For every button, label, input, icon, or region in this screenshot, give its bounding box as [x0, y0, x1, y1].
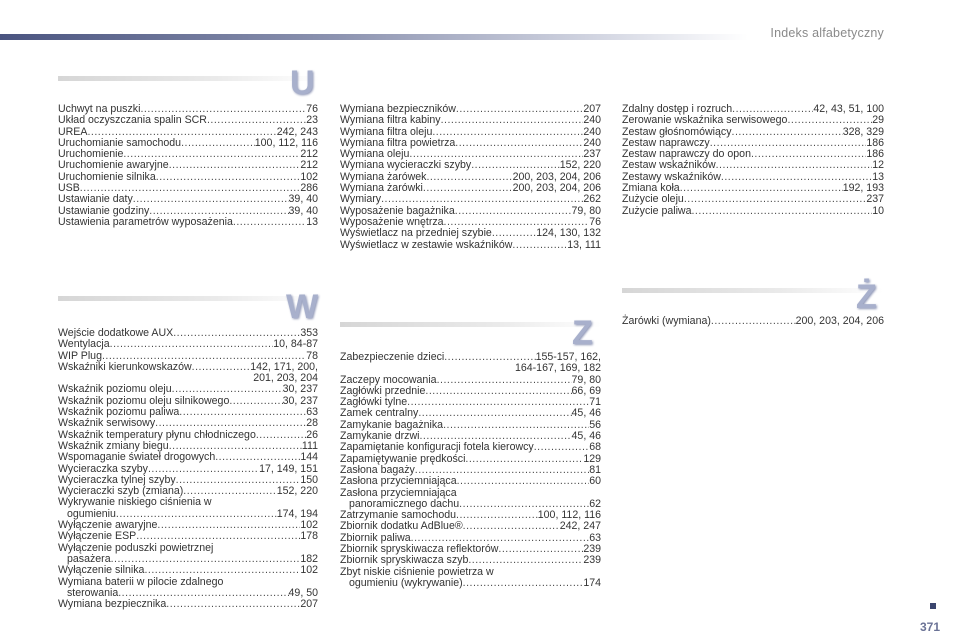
index-entry-pages: 237	[583, 148, 601, 161]
leader-dots	[215, 452, 300, 463]
index-entry-pages: 200, 203, 204, 206	[512, 182, 601, 195]
index-entry-label: Wyświetlacz na przedniej szybie	[340, 227, 492, 240]
index-entry-label: Wspomaganie świateł drogowych	[58, 451, 216, 464]
index-entry-label: Zestaw naprawczy	[622, 136, 710, 149]
index-entry-pages: 56	[589, 418, 601, 431]
index-entry-label: Zagłówki tylne	[340, 396, 408, 409]
index-entry-label: Uruchomienie	[58, 148, 124, 161]
index-entry-pages: 150	[300, 473, 318, 486]
index-entry-label: Ustawianie daty	[58, 193, 133, 206]
index-column-u-3	[622, 104, 884, 217]
index-entry-label: Wymiary	[340, 193, 382, 206]
index-entry-label: Zasłona przyciemniająca	[340, 475, 457, 488]
leader-dots	[207, 115, 306, 126]
index-entry	[340, 194, 601, 205]
index-entry-label: Uchwyt na puszki	[58, 103, 141, 115]
index-entry-label: Wejście dodatkowe AUX	[58, 327, 174, 339]
index-entry-label: Zamykanie bagażnika	[340, 418, 444, 431]
index-entry-label: Zagłówki przednie	[340, 384, 426, 397]
index-entry-pages: 186	[866, 148, 884, 161]
leader-dots	[229, 396, 282, 407]
index-entry-pages: 28	[306, 417, 318, 430]
index-entry	[340, 555, 601, 566]
index-column-z-2	[340, 352, 601, 589]
index-entry-pages: 29	[872, 114, 884, 127]
index-entry-pages: 239	[583, 554, 601, 567]
index-entry	[622, 115, 884, 126]
index-entry-pages: 242, 243	[276, 125, 318, 138]
index-entry-label: Zasłona przyciemniająca	[340, 486, 457, 499]
leader-dots	[463, 578, 584, 589]
index-entry-pages: 262	[583, 193, 601, 206]
index-entry-pages: 79, 80	[571, 373, 601, 386]
section-z-bar	[340, 322, 602, 327]
index-entry-pages: 39, 40	[288, 193, 318, 206]
index-entry-pages: 100, 112, 116	[254, 136, 318, 149]
section-zz-letter: Ż	[856, 278, 877, 316]
index-entry-label: Wymiana filtra oleju	[340, 125, 433, 138]
index-entry-pages: 200, 203, 204, 206	[795, 315, 884, 327]
leader-dots	[437, 375, 572, 386]
index-entry-label: Zbyt niskie ciśnienie powietrza w	[340, 565, 494, 578]
index-entry-pages: 200, 203, 204, 206	[512, 170, 601, 183]
leader-dots	[443, 420, 589, 431]
index-entry	[340, 228, 601, 239]
index-entry-label: Zbiornik paliwa	[340, 531, 411, 544]
index-entry-label: Wyłączenie silnika	[58, 564, 145, 577]
index-entry-label: Ustawienia parametrów wyposażenia	[58, 215, 233, 228]
index-entry-label: Wskaźnik poziomu oleju	[58, 383, 172, 396]
index-entry-pages-continued: 201, 203, 204	[253, 372, 318, 385]
section-w-letter: W	[286, 288, 319, 326]
index-entry	[340, 578, 601, 589]
header-gradient-bar	[0, 34, 748, 40]
index-entry-label: Układ oczyszczania spalin SCR	[58, 114, 207, 127]
leader-dots	[155, 418, 306, 429]
index-entry-label: Wskaźnik poziomu oleju silnikowego	[58, 394, 230, 407]
index-entry-pages: 13, 111	[567, 238, 601, 251]
index-entry-pages: 142, 171, 200,	[250, 360, 318, 373]
index-entry-label: Zestaw wskaźników	[622, 159, 716, 172]
page-header-title: Indeks alfabetyczny	[770, 26, 884, 40]
index-entry-label: Zbiornik spryskiwacza szyb	[340, 554, 469, 567]
index-entry-pages: 102	[300, 519, 318, 532]
index-entry-pages: 152, 220	[276, 485, 318, 498]
leader-dots	[407, 397, 589, 408]
index-entry-pages: 49, 50	[288, 586, 318, 599]
leader-dots	[691, 206, 872, 217]
index-entry	[622, 194, 884, 205]
leader-dots	[455, 138, 583, 149]
index-entry-pages: 237	[866, 193, 884, 206]
index-entry-label: Zużycie oleju	[622, 193, 684, 206]
index-entry-pages: 192, 193	[842, 182, 884, 195]
index-entry	[340, 476, 601, 487]
index-entry-pages: 212	[300, 159, 318, 172]
index-entry-pages: 71	[589, 396, 601, 409]
index-entry-label: Żarówki (wymiana)	[622, 315, 711, 327]
index-entry-pages: 30, 237	[282, 394, 318, 407]
index-entry-label: Zestaw naprawczy do opon	[622, 148, 751, 161]
index-entry-label: Wymiana baterii w pilocie zdalnego	[58, 575, 224, 588]
index-entry-pages: 240	[583, 125, 601, 138]
index-entry-label: Uruchomienie silnika	[58, 170, 156, 183]
leader-dots	[441, 115, 584, 126]
leader-dots	[684, 194, 866, 205]
index-entry-label: Wymiana filtra powietrza	[340, 136, 456, 149]
leader-dots	[425, 386, 571, 397]
index-entry-label: Zapamiętanie konfiguracji fotela kierowcy	[340, 441, 534, 454]
leader-dots	[463, 521, 560, 532]
index-entry-pages: 76	[306, 103, 318, 115]
index-entry-label: sterowania	[67, 586, 119, 599]
index-entry-pages: 13	[872, 170, 884, 183]
index-entry-label: Wyposażenie wnętrza	[340, 215, 444, 228]
leader-dots	[426, 172, 512, 183]
index-entry-label: Zerowanie wskaźnika serwisowego	[622, 114, 788, 127]
section-u-bar	[58, 76, 320, 81]
index-entry	[58, 217, 318, 228]
index-entry-pages: 39, 40	[288, 204, 318, 217]
index-entry-label: Wycieraczka szyby	[58, 462, 148, 475]
index-entry-label: USB	[58, 182, 80, 195]
leader-dots	[457, 476, 590, 487]
leader-dots	[680, 183, 843, 194]
index-entry-label: Zestawy wskaźników	[622, 170, 721, 183]
index-entry-pages: 66, 69	[571, 384, 601, 397]
index-entry	[340, 442, 601, 453]
page-number: 371	[919, 620, 940, 634]
index-entry	[340, 240, 601, 251]
index-entry	[58, 194, 318, 205]
leader-dots	[192, 362, 251, 373]
index-entry-pages: 76	[589, 215, 601, 228]
index-entry-pages: 45, 46	[571, 407, 601, 420]
index-entry-label: UREA	[58, 125, 88, 138]
index-entry-label: Wskaźnik poziomu paliwa	[58, 406, 180, 419]
index-entry	[58, 599, 318, 610]
section-zz-bar	[622, 288, 884, 293]
index-entry-pages: 207	[583, 103, 601, 115]
leader-dots	[156, 172, 301, 183]
index-entry-pages: 129	[583, 452, 601, 465]
index-entry-pages: 174, 194	[276, 507, 318, 520]
index-entry-label: Zestaw głośnomówiący	[622, 125, 732, 138]
leader-dots	[144, 565, 300, 576]
index-column-u-2	[340, 104, 601, 251]
index-entry-label: Zamek centralny	[340, 407, 419, 420]
leader-dots	[456, 104, 583, 115]
leader-dots	[166, 599, 300, 610]
index-entry-label: Wyłączenie ESP	[58, 530, 137, 543]
leader-dots	[711, 316, 796, 327]
index-entry-pages: 30, 237	[282, 383, 318, 396]
index-entry-pages: 186	[866, 136, 884, 149]
leader-dots	[492, 228, 536, 239]
index-entry-pages: 42, 43, 51, 100	[813, 103, 884, 115]
page-marker	[930, 603, 936, 609]
index-entry-label: ogumieniu (wykrywanie)	[349, 576, 463, 589]
index-entry-pages: 12	[872, 159, 884, 172]
index-entry-label: Wykrywanie niskiego ciśnienia w	[58, 496, 212, 509]
index-column-w-1	[58, 328, 318, 610]
leader-dots	[751, 149, 866, 160]
index-entry-label: Zużycie paliwa	[622, 204, 692, 217]
index-entry-pages: 239	[583, 543, 601, 556]
index-entry-label: Wymiana oleju	[340, 148, 410, 161]
leader-dots	[787, 115, 872, 126]
leader-dots	[381, 194, 583, 205]
leader-dots	[256, 430, 306, 441]
index-entry-label: Wycieraczki szyb (zmiana)	[58, 485, 184, 498]
index-column-u-1	[58, 104, 318, 228]
index-entry-label: Wskaźniki kierunkowskazów	[58, 360, 192, 373]
index-entry-pages: 62	[589, 497, 601, 510]
leader-dots	[456, 510, 538, 521]
index-entry	[58, 452, 318, 463]
index-entry-label: Wyposażenie bagażnika	[340, 204, 455, 217]
index-entry	[58, 531, 318, 542]
index-entry-pages: 79, 80	[571, 204, 601, 217]
index-entry-pages: 178	[300, 530, 318, 543]
index-entry-pages: 124, 130, 132	[536, 227, 601, 240]
leader-dots	[732, 127, 843, 138]
index-entry-pages: 102	[300, 564, 318, 577]
index-entry-pages: 286	[300, 182, 318, 195]
index-entry-pages: 10, 84-87	[273, 338, 318, 351]
leader-dots	[468, 555, 583, 566]
index-entry-label: Zbiornik dodatku AdBlue®	[340, 520, 463, 533]
index-entry-pages: 68	[589, 441, 601, 454]
index-entry-pages: 100, 112, 116	[537, 509, 601, 522]
leader-dots	[136, 531, 300, 542]
index-entry-pages: 144	[300, 451, 318, 464]
index-entry-label: Uruchomianie samochodu	[58, 136, 182, 149]
index-entry-pages: 23	[306, 114, 318, 127]
index-entry-pages: 152, 220	[559, 159, 601, 172]
leader-dots	[169, 160, 301, 171]
index-entry-label: Wskaźnik zmiany biegu	[58, 439, 169, 452]
index-entry-pages: 353	[300, 327, 318, 339]
index-entry-pages: 155-157, 162,	[535, 351, 601, 363]
index-entry-label: Wymiana żarówki	[340, 182, 423, 195]
index-entry-label: Wentylacja	[58, 338, 110, 351]
index-entry-label: Zaczepy mocowania	[340, 373, 437, 386]
index-entry-pages: 240	[583, 136, 601, 149]
leader-dots	[498, 544, 583, 555]
index-entry-pages: 81	[589, 463, 601, 476]
index-entry-label: Wymiana wycieraczki szyby	[340, 159, 472, 172]
leader-dots	[233, 217, 306, 228]
section-w-bar	[58, 296, 320, 301]
index-entry-pages-continued: 164-167, 169, 182	[514, 362, 601, 375]
index-entry	[622, 316, 884, 327]
index-entry-label: Wymiana filtra kabiny	[340, 114, 441, 127]
index-entry	[622, 206, 884, 217]
index-entry-pages: 111	[301, 439, 318, 452]
index-entry-pages: 328, 329	[842, 125, 884, 138]
index-entry-label: Zabezpieczenie dzieci	[340, 351, 445, 363]
index-entry-pages: 63	[589, 531, 601, 544]
leader-dots	[423, 183, 513, 194]
index-column-zz-3	[622, 316, 884, 327]
index-entry-label: Wskaźnik temperatury płynu chłodniczego	[58, 428, 256, 441]
index-entry-label: Wycieraczka tylnej szyby	[58, 473, 176, 486]
index-entry-pages: 60	[589, 475, 601, 488]
index-entry-label: Zdalny dostęp i rozruch	[622, 103, 733, 115]
index-entry-label: Wymiana żarówek	[340, 170, 427, 183]
index-entry-pages: 78	[306, 349, 318, 362]
index-entry-label: Wyłączenie poduszki powietrznej	[58, 541, 214, 554]
section-u-letter: U	[290, 64, 315, 102]
index-entry-pages: 182	[300, 552, 318, 565]
index-entry-pages: 102	[300, 170, 318, 183]
index-entry-label: pasażera	[67, 552, 111, 565]
index-entry-pages: 17, 149, 151	[259, 462, 318, 475]
index-entry-label: panoramicznego dachu	[349, 497, 460, 510]
index-entry	[58, 565, 318, 576]
index-entry-label: Zamykanie drzwi	[340, 430, 420, 443]
index-entry-pages: 10	[872, 204, 884, 217]
leader-dots	[179, 407, 306, 418]
leader-dots	[133, 194, 289, 205]
index-entry-pages: 242, 247	[559, 520, 601, 533]
index-entry-pages: 174	[583, 576, 601, 589]
index-entry-pages: 45, 46	[571, 430, 601, 443]
index-entry-label: Wyłączenie awaryjne	[58, 519, 158, 532]
leader-dots	[110, 339, 274, 350]
leader-dots	[512, 240, 567, 251]
index-entry-pages: 26	[306, 428, 318, 441]
index-entry-label: Ustawianie godziny	[58, 204, 150, 217]
index-entry-pages: 240	[583, 114, 601, 127]
index-entry-label: Wyświetlacz w zestawie wskaźników	[340, 238, 513, 251]
leader-dots	[455, 206, 572, 217]
index-entry	[340, 115, 601, 126]
leader-dots	[534, 442, 589, 453]
leader-dots	[716, 160, 873, 171]
leader-dots	[181, 138, 255, 149]
index-entry-label: Wymiana bezpiecznika	[58, 598, 167, 611]
index-entry-label: Wskaźnik serwisowy	[58, 417, 156, 430]
index-entry-pages: 13	[306, 215, 318, 228]
index-entry-label: Zapamiętywanie prędkości	[340, 452, 466, 465]
index-entry-label: ogumieniu	[67, 507, 116, 520]
index-entry-label: Zmiana koła	[622, 182, 680, 195]
top-margin	[0, 0, 960, 8]
index-entry-label: Uruchomienie awaryjne	[58, 159, 169, 172]
index-entry-pages: 63	[306, 406, 318, 419]
index-entry	[58, 172, 318, 183]
index-entry-label: Zbiornik spryskiwacza reflektorów	[340, 543, 499, 556]
leader-dots	[465, 454, 583, 465]
index-entry	[58, 339, 318, 350]
index-entry	[58, 418, 318, 429]
index-entry-pages: 212	[300, 148, 318, 161]
index-entry-pages: 207	[300, 598, 318, 611]
leader-dots	[157, 520, 300, 531]
index-entry-label: Zasłona bagaży	[340, 463, 415, 476]
index-entry-label: Zatrzymanie samochodu	[340, 509, 456, 522]
section-z-letter: Z	[572, 314, 593, 352]
index-entry-label: WIP Plug	[58, 349, 102, 362]
index-entry-label: Wymiana bezpieczników	[340, 103, 456, 115]
index-entry	[58, 115, 318, 126]
